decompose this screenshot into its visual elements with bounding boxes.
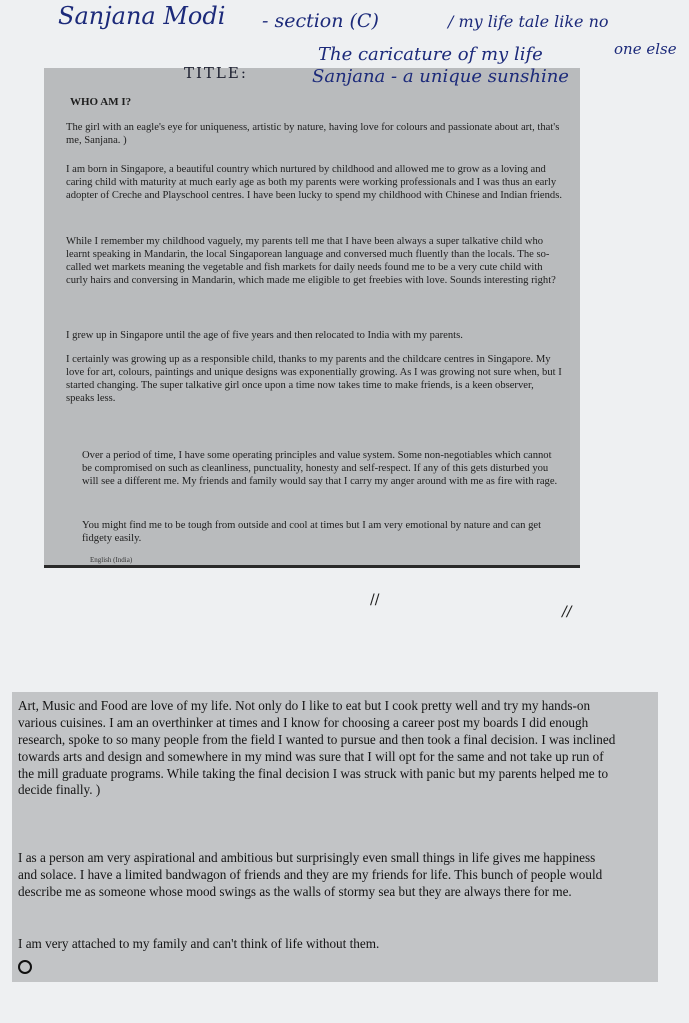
- student-name: Sanjana Modi: [58, 2, 226, 30]
- language-footer: English (India): [90, 556, 133, 564]
- page-break-mark-right: //: [562, 604, 572, 620]
- paragraph-intro: The girl with an eagle's eye for uniqueness, artistic by nature, having love for colours and passionate about art, that's me, Sanjana. ): [66, 122, 560, 146]
- paragraph-birth: I am born in Singapore, a beautiful country which nurtured by childhood and allowed me to grow as a loving and caring child with maturity at much early age as both my parents were working professionals and I was thus an early adopter of Creche and Playschool centres. I have been lucky to spend my childhood with Chinese and Indian friends.: [66, 164, 563, 201]
- paragraph-relocation: I grew up in Singapore until the age of five years and then relocated to India with my parents.: [66, 330, 463, 341]
- assignment-subtitle: The caricature of my life: [318, 44, 543, 65]
- assignment-title: / my life tale like no: [448, 12, 609, 31]
- paragraph-aspirations: I as a person am very aspirational and ambitious but surprisingly even small things in life gives me happiness and solace. I have a limited bandwagon of friends and they are my friends for life. This bunch of people would describe me as someone whose mood swings as the walls of stormy sea but they are always there for me.: [18, 850, 603, 899]
- page-bottom-band: [44, 565, 580, 568]
- printed-page-1: [44, 64, 580, 568]
- assignment-side-note: one else: [614, 40, 677, 58]
- page-break-mark: //: [370, 592, 380, 608]
- handwritten-circle-mark: [18, 960, 32, 974]
- paragraph-emotional: You might find me to be tough from outside and cool at times but I am very emotional by nature and can get fidgety easily.: [82, 520, 542, 544]
- essay-title: Sanjana - a unique sunshine: [312, 66, 569, 87]
- essay-title-label: TITLE:: [184, 64, 248, 82]
- page-heading: WHO AM I?: [70, 96, 132, 108]
- paragraph-growing-up: I certainly was growing up as a responsible child, thanks to my parents and the childcare centres in Singapore. My love for art, colours, paintings and unique designs was exponentially growing. As I was growing not sure when, but I started changing. The super talkative girl once upon a time now takes time to make friends, is a keen observer, speaks less.: [66, 354, 562, 404]
- section-label: - section (C): [262, 10, 379, 32]
- paragraph-passions: Art, Music and Food are love of my life. Not only do I like to eat but I cook pretty well and try my hands-on various cuisines. I am an overthinker at times and I know for choosing a career post my boards I did enough research, spoke to so many people from the field I wanted to pursue and then took a final decision. I was inclined towards arts and design and somewhere in my mind was sure that I will opt for the same and not take up run of the mill graduate programs. While taking the final decision I was struck with panic but my parents helped me to decide finally. ): [18, 698, 616, 798]
- printed-page-2: [12, 692, 658, 982]
- paragraph-family: I am very attached to my family and can't think of life without them.: [18, 936, 380, 951]
- paragraph-principles: Over a period of time, I have some operating principles and value system. Some non-negotiables which cannot be compromised on such as cleanliness, punctuality, honesty and self-respect. If any of this gets disturbed you will see a different me. My friends and family would say that I carry my anger around with me as fire with rage.: [82, 450, 558, 487]
- paragraph-childhood: While I remember my childhood vaguely, my parents tell me that I have been always a super talkative child who learnt speaking in Mandarin, the local Singaporean language and conversed much fluently than the locals. The so-called wet markets meaning the vegetable and fish markets for daily needs found me to be a very cute child with curly hairs and conversing in Mandarin, which made me eligible to get freebies with love. Sounds interesting right?: [66, 236, 556, 286]
